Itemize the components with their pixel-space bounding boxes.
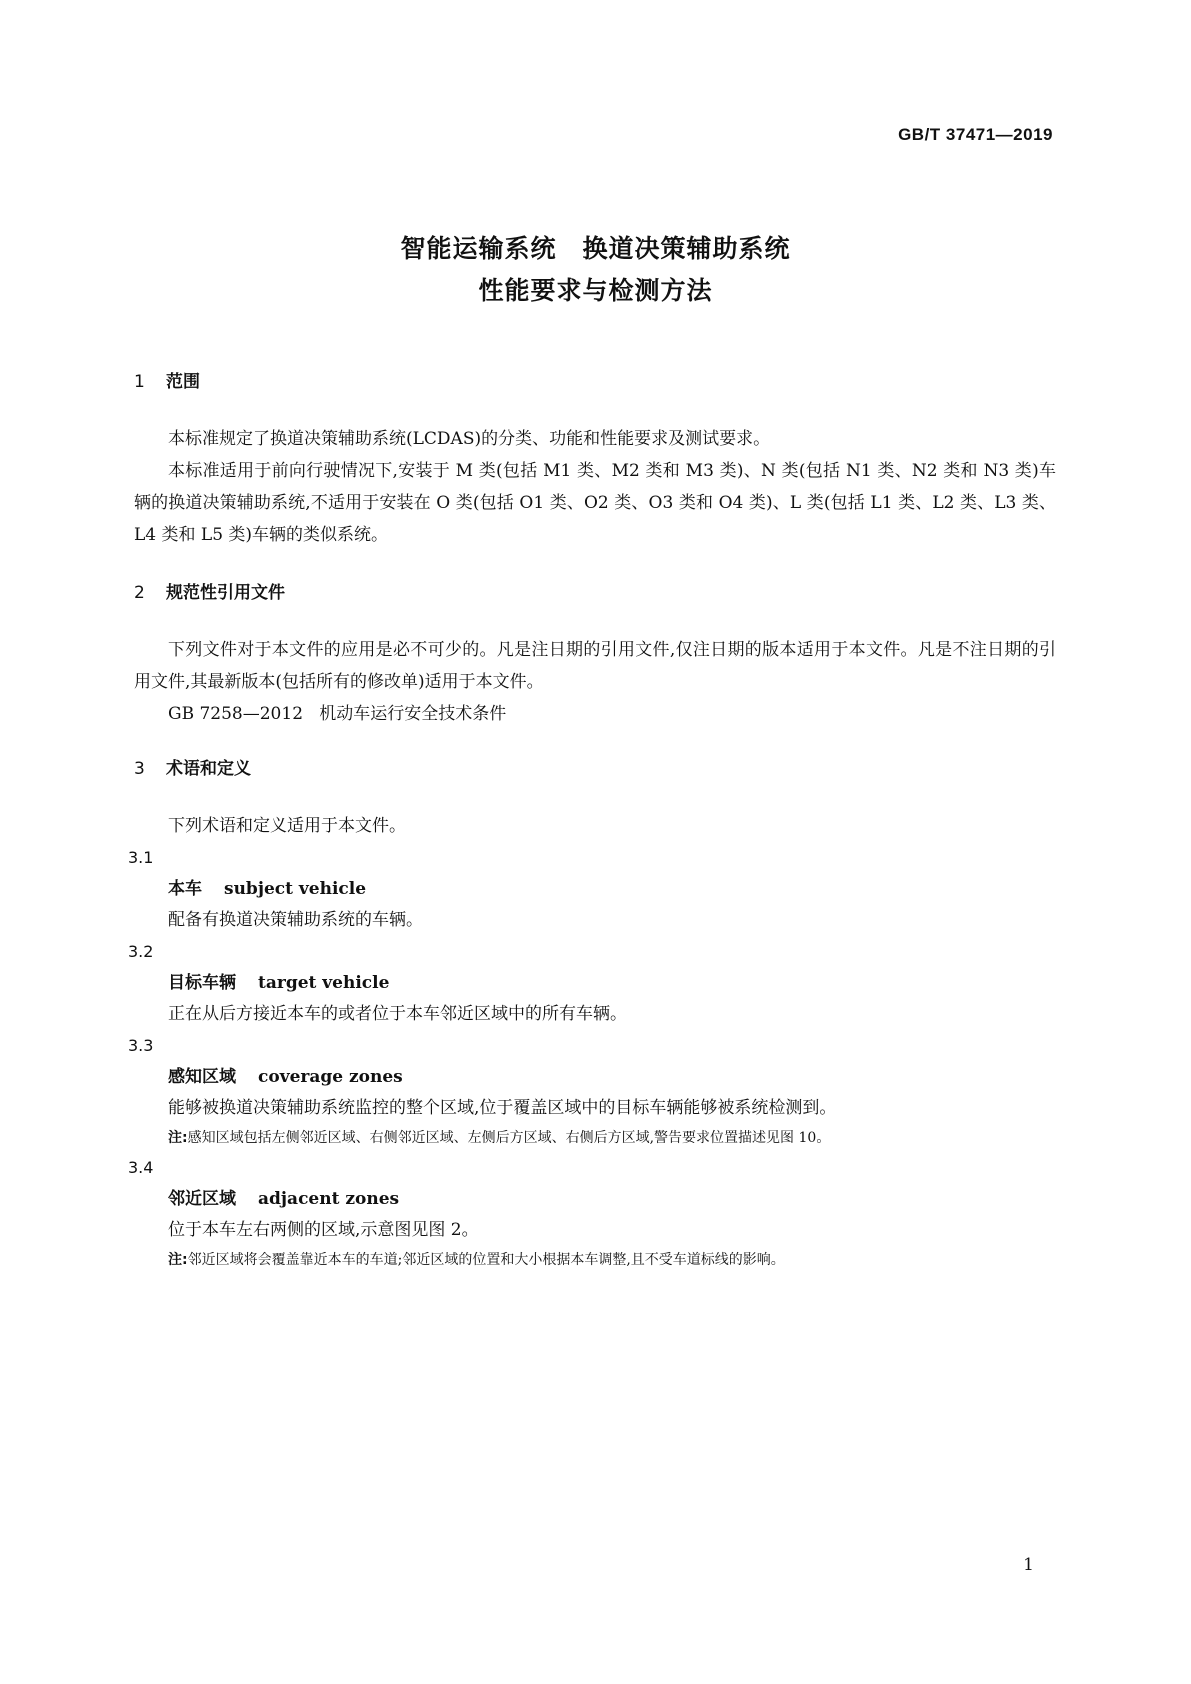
section-title: 规范性引用文件 — [166, 583, 285, 603]
title-line-2: 性能要求与检测方法 — [478, 276, 713, 305]
term-definition: 能够被换道决策辅助系统监控的整个区域,位于覆盖区域中的目标车辆能够被系统检测到。 — [168, 1098, 837, 1118]
standard-code: GB/T 37471—2019 — [898, 125, 1053, 144]
term-number: 3.3 — [128, 1036, 154, 1055]
term-zh: 目标车辆 — [168, 973, 236, 993]
paragraph: 本标准适用于前向行驶情况下,安装于 M 类(包括 M1 类、M2 类和 M3 类)、N 类(包括 N1 类、N2 类和 N3 类)车辆的换道决策辅助系统,不适用于安装在 O 类(包括 O1 类、O2 类、O3 类和 O4 类)、L 类(包括 L1 类、L2 类、L3 类、L4 类和 L5 类)车辆的类似系统。 — [134, 461, 1056, 545]
note-text: 感知区域包括左侧邻近区域、右侧邻近区域、左侧后方区域、右侧后方区域,警告要求位置描述见图 10。 — [187, 1130, 831, 1146]
note-label: 注: — [168, 1130, 188, 1146]
paragraph: 本标准规定了换道决策辅助系统(LCDAS)的分类、功能和性能要求及测试要求。 — [168, 429, 771, 449]
section-number: 3 — [134, 759, 145, 779]
term-definition: 位于本车左右两侧的区域,示意图见图 2。 — [168, 1220, 479, 1240]
reference-code: GB 7258—2012 — [168, 704, 304, 724]
page-number: 1 — [1023, 1555, 1034, 1575]
section-heading-scope — [134, 370, 1056, 394]
term-definition: 配备有换道决策辅助系统的车辆。 — [168, 910, 423, 930]
note-text: 邻近区域将会覆盖靠近本车的车道;邻近区域的位置和大小根据本车调整,且不受车道标线的影响。 — [187, 1252, 785, 1268]
term-number: 3.2 — [128, 942, 154, 961]
term-zh: 本车 — [168, 879, 202, 899]
term-en: coverage zones — [258, 1067, 403, 1087]
section-number: 2 — [134, 583, 145, 603]
term-zh: 邻近区域 — [168, 1189, 236, 1209]
term-number: 3.4 — [128, 1158, 154, 1177]
title-line-1: 智能运输系统 换道决策辅助系统 — [400, 234, 791, 263]
document-body — [128, 370, 1056, 1274]
term-definition: 正在从后方接近本车的或者位于本车邻近区域中的所有车辆。 — [168, 1004, 627, 1024]
term-title — [134, 1062, 1056, 1092]
term-title — [134, 968, 1056, 998]
section-number: 1 — [134, 372, 145, 392]
reference-entry — [134, 698, 1056, 730]
term-en: target vehicle — [258, 973, 390, 993]
section-heading-terms — [134, 757, 1056, 781]
document-title — [0, 228, 1191, 312]
note-label: 注: — [168, 1252, 188, 1268]
term-number: 3.1 — [128, 848, 154, 867]
paragraph: 下列术语和定义适用于本文件。 — [168, 816, 406, 836]
term-en: subject vehicle — [224, 879, 367, 899]
section-heading-normative-references — [134, 581, 1056, 605]
term-note — [134, 1124, 1056, 1152]
section-title: 范围 — [166, 372, 200, 392]
paragraph: 下列文件对于本文件的应用是必不可少的。凡是注日期的引用文件,仅注日期的版本适用于本文件。凡是不注日期的引用文件,其最新版本(包括所有的修改单)适用于本文件。 — [134, 640, 1056, 692]
reference-title: 机动车运行安全技术条件 — [319, 704, 507, 724]
term-title — [134, 874, 1056, 904]
term-note — [134, 1246, 1056, 1274]
term-title — [134, 1184, 1056, 1214]
term-zh: 感知区域 — [168, 1067, 236, 1087]
term-en: adjacent zones — [258, 1189, 400, 1209]
section-title: 术语和定义 — [166, 759, 251, 779]
